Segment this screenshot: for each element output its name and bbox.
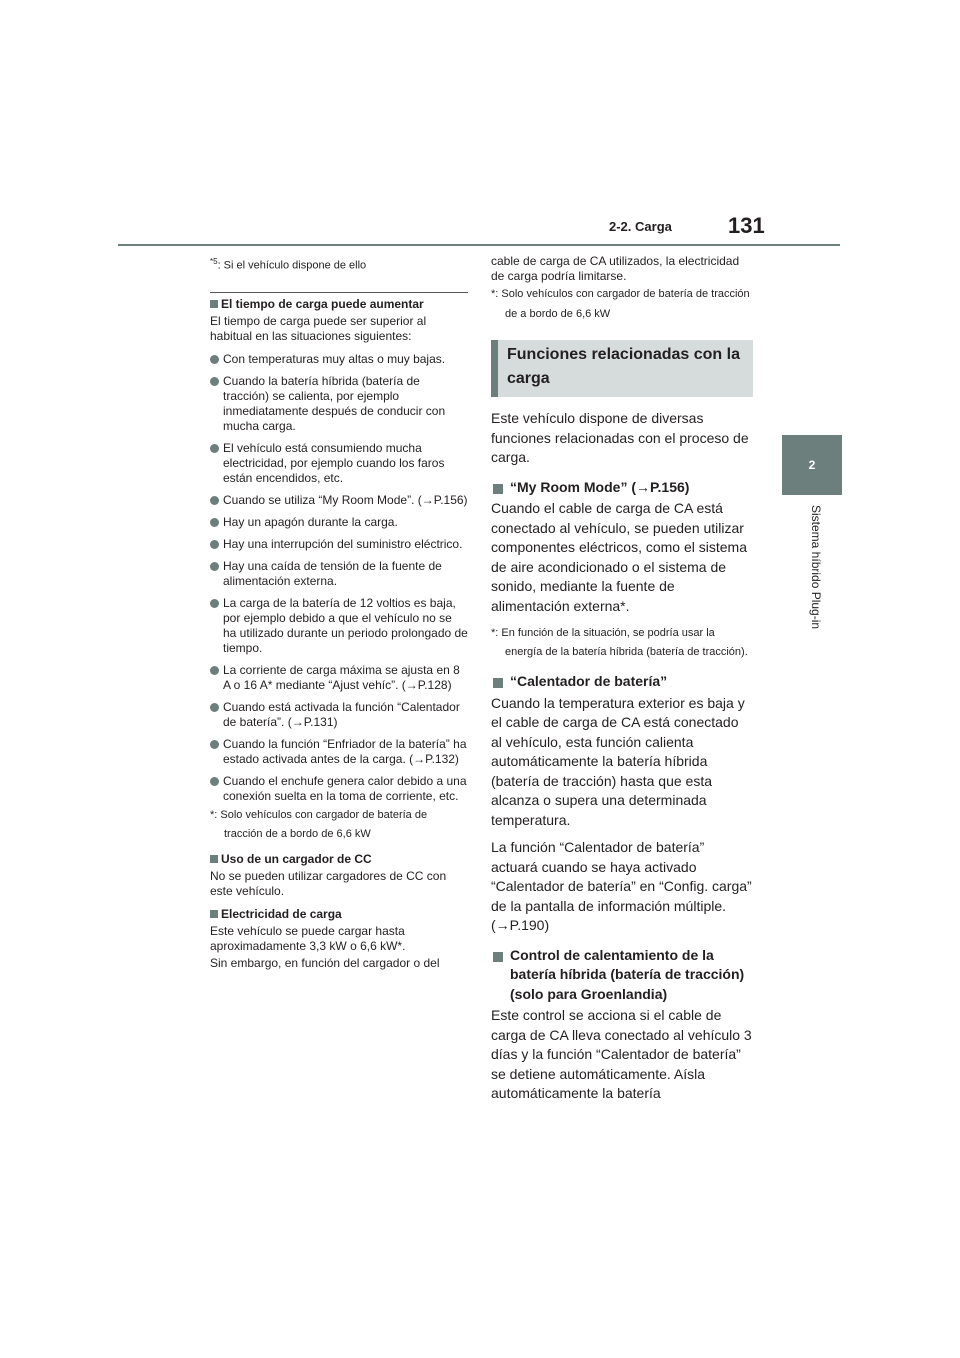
list-item: La corriente de carga máxima se ajusta en 8 A o 16 A* mediante “Ajust vehíc”. (→P.128) <box>210 663 468 693</box>
heading-battery-heater: “Calentador de batería” <box>491 672 753 692</box>
list-item: Con temperaturas muy altas o muy bajas. <box>210 352 468 367</box>
bullet-icon <box>210 444 219 453</box>
continued-text: cable de carga de CA utilizados, la electricidad de carga podría limitarse. <box>491 254 740 283</box>
top-note <box>210 254 468 274</box>
list-item: Cuando el enchufe genera calor debido a una conexión suelta en la toma de corriente, etc. <box>210 774 468 804</box>
list-item: El vehículo está consumiendo mucha electricidad, por ejemplo cuando los faros están encendidos, etc. <box>210 441 468 486</box>
bullet-icon <box>210 355 219 364</box>
list-item: Hay un apagón durante la carga. <box>210 515 468 530</box>
charge-time-intro: El tiempo de carga puede ser superior al habitual en las situaciones siguientes: <box>210 313 427 343</box>
bullet-icon <box>210 666 219 675</box>
list-item: Hay una interrupción del suministro eléctrico. <box>210 537 468 552</box>
my-room-mode-text: Cuando el cable de carga de CA está conectado al vehículo, se pueden utilizar componentes eléctricos, como el sistema de aire acondicionado o el sistema de sonido, mediante la fuente de alimentación externa*. <box>491 500 747 614</box>
section-heading-dc-charger: Uso de un cargador de CC <box>210 852 468 867</box>
footnote: *: Solo vehículos con cargador de batería de tracción de a bordo de 6,6 kW <box>491 288 750 320</box>
bullet-icon <box>210 562 219 571</box>
header-rule <box>118 244 840 246</box>
bullet-icon <box>210 599 219 608</box>
bullet-icon <box>210 377 219 386</box>
list-item: Cuando está activada la función “Calentador de batería”. (→P.131) <box>210 700 468 730</box>
heading-heating-control: Control de calentamiento de la batería híbrida (batería de tracción) (solo para Groenlandia) <box>491 946 753 1005</box>
heading-my-room-mode: “My Room Mode” (→P.156) <box>491 478 753 498</box>
chapter-tab: 2 <box>782 435 842 495</box>
bullet-icon <box>210 540 219 549</box>
bullet-icon <box>210 740 219 749</box>
square-bullet-icon <box>210 855 218 863</box>
footnote: *: En función de la situación, se podría usar la energía de la batería híbrida (batería de tracción). <box>491 627 748 658</box>
list-item: Cuando la batería híbrida (batería de tracción) se calienta, por ejemplo inmediatamente después de conducir con mucha carga. <box>210 374 468 434</box>
note-text: : Si el vehículo dispone de ello <box>217 259 367 272</box>
battery-heater-text-2: La función “Calentador de batería” actuará cuando se haya activado “Calentador de batería” en “Config. carga” de la pantalla de información múltiple. (→P.190) <box>491 839 752 933</box>
heating-control-text: Este control se acciona si el cable de carga de CA lleva conectado al vehículo 3 días y la función “Calentador de batería” se detiene automáticamente. Aísla automáticamente la batería <box>491 1007 752 1101</box>
bullet-icon <box>210 777 219 786</box>
intro-text: Este vehículo dispone de diversas funciones relacionadas con el proceso de carga. <box>491 410 749 465</box>
square-bullet-icon <box>493 678 503 688</box>
section-label: 2-2. Carga <box>609 219 672 234</box>
section-heading-charge-time: El tiempo de carga puede aumentar <box>210 297 468 312</box>
bullet-icon <box>210 703 219 712</box>
list-item: Hay una caída de tensión de la fuente de alimentación externa. <box>210 559 468 589</box>
section-heading-charge-power: Electricidad de carga <box>210 907 468 922</box>
charge-power-text-cont: Sin embargo, en función del cargador o del <box>210 955 440 970</box>
right-column <box>491 254 753 1112</box>
list-item: Cuando se utiliza “My Room Mode”. (→P.156) <box>210 493 468 508</box>
square-bullet-icon <box>210 910 218 918</box>
charge-power-text: Este vehículo se puede cargar hasta aproximadamente 3,3 kW o 6,6 kW*. <box>210 923 406 953</box>
dc-charger-text: No se pueden utilizar cargadores de CC con este vehículo. <box>210 868 447 898</box>
situation-list <box>210 352 468 804</box>
footnote: *: Solo vehículos con cargador de batería de tracción de a bordo de 6,6 kW <box>210 808 428 840</box>
section-divider <box>210 292 468 293</box>
note-mark: *5 <box>210 257 218 266</box>
bullet-icon <box>210 518 219 527</box>
battery-heater-text: Cuando la temperatura exterior es baja y el cable de carga de CA está conectado al vehículo, esta función calienta automáticamente la batería híbrida (batería de tracción) hasta que esta alcanza o supera una determinada temperatura. <box>491 694 745 828</box>
chapter-title: Sistema híbrido Plug-in <box>809 505 823 630</box>
list-item: La carga de la batería de 12 voltios es baja, por ejemplo debido a que el vehículo no se ha utilizado durante un periodo prolongado de tiempo. <box>210 596 468 656</box>
left-column <box>210 254 468 979</box>
square-bullet-icon <box>210 300 218 308</box>
bullet-icon <box>210 496 219 505</box>
section-banner: Funciones relacionadas con la carga <box>491 340 753 397</box>
page-number: 131 <box>728 213 765 238</box>
square-bullet-icon <box>493 952 503 962</box>
list-item: Cuando la función “Enfriador de la batería” ha estado activada antes de la carga. (→P.132) <box>210 737 468 767</box>
square-bullet-icon <box>493 484 503 494</box>
